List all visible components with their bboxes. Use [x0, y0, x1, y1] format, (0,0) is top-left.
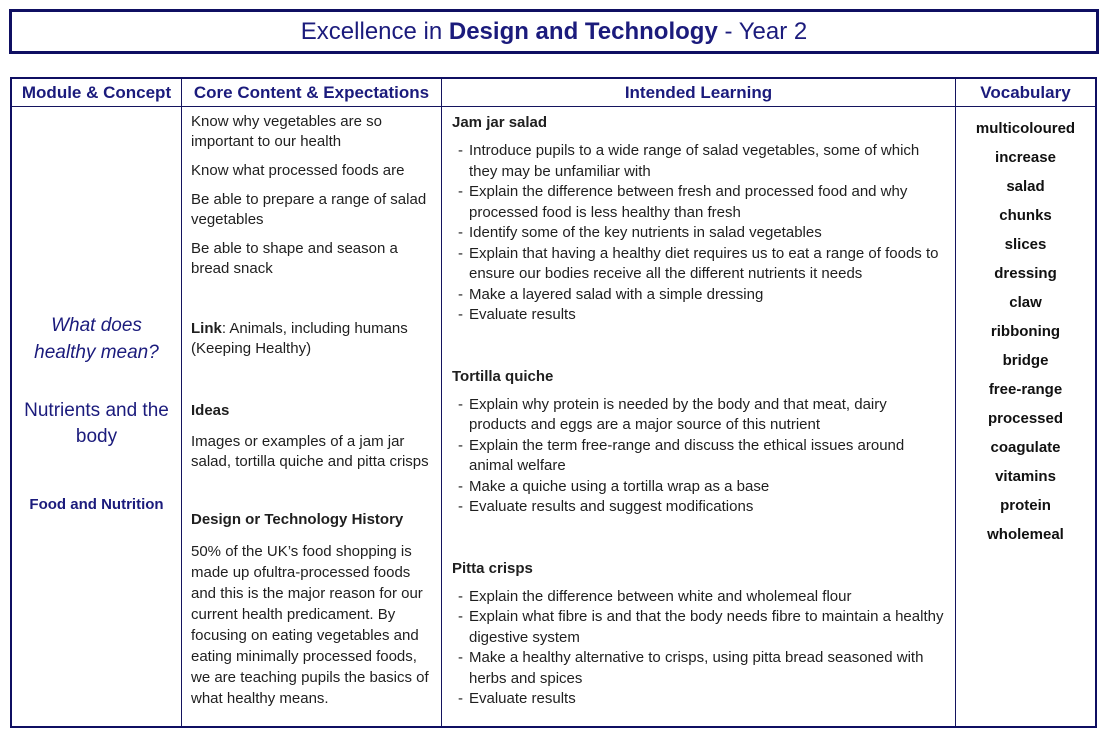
module-question: What does healthy mean?	[34, 315, 159, 363]
bullet-text: Introduce pupils to a wide range of salad vegetables, some of which they may be unfamiliar with	[469, 142, 920, 180]
title-banner	[9, 9, 1099, 54]
bullet-item	[452, 182, 945, 223]
curriculum-table	[10, 77, 1097, 728]
dash-bullet: -	[458, 649, 463, 666]
dash-bullet: -	[458, 608, 463, 625]
bullet-text: Make a layered salad with a simple dressing	[469, 285, 764, 303]
dash-bullet: -	[458, 436, 463, 454]
section-bullets	[452, 395, 945, 518]
dash-bullet: -	[458, 285, 463, 303]
expectation-paragraph: Know why vegetables are so important to our health	[191, 113, 382, 150]
dash-bullet: -	[458, 690, 463, 707]
bullet-item	[452, 497, 945, 518]
history-text: 50% of the UK’s food shopping is made up ofultra-processed foods and this is the major reason for our current health predicament. By focusing on eating vegetables and eating minimally processed foods, we are teaching pupils the basics of what healthy means.	[191, 543, 429, 707]
learning-section-tortilla-quiche	[452, 367, 945, 518]
link-paragraph	[191, 319, 433, 359]
bullet-item	[452, 285, 945, 306]
dash-bullet: -	[458, 306, 463, 323]
bullet-text: Evaluate results	[469, 306, 576, 323]
bullet-text: Make a healthy alternative to crisps, using pitta bread seasoned with herbs and spices	[469, 649, 924, 687]
learning-section-pitta-crisps	[452, 559, 945, 710]
expectation-paragraph: Be able to prepare a range of salad vegetables	[191, 191, 427, 228]
vocabulary-word: free-range	[988, 381, 1063, 398]
vocabulary-word: processed	[987, 410, 1064, 427]
ideas-text: Images or examples of a jam jar salad, tortilla quiche and pitta crisps	[191, 433, 429, 470]
link-label: Link	[191, 320, 222, 337]
page-title-prefix: Excellence in	[300, 17, 449, 45]
vocabulary-word: increase	[995, 149, 1056, 166]
bullet-text: Explain that having a healthy diet requires us to eat a range of foods to ensure our bodies receive all the different nutrients it needs	[469, 244, 939, 282]
vocabulary-word: protein	[1000, 497, 1051, 514]
bullet-text: Evaluate results	[469, 690, 576, 707]
ideas-heading: Ideas	[191, 402, 230, 419]
bullet-text: Explain the difference between white and wholemeal flour	[469, 587, 852, 605]
bullet-text: Make a quiche using a tortilla wrap as a base	[469, 477, 770, 495]
module-strand: Food and Nutrition	[29, 496, 164, 513]
intended-learning-cell	[442, 107, 956, 726]
vocabulary-cell	[956, 107, 1095, 726]
section-bullets	[452, 141, 945, 326]
bullet-item	[452, 244, 945, 285]
dash-bullet: -	[458, 477, 463, 495]
vocabulary-word: dressing	[994, 265, 1057, 282]
bullet-item	[452, 607, 945, 648]
vocabulary-word: coagulate	[990, 439, 1061, 456]
vocabulary-word: vitamins	[995, 468, 1056, 485]
vocabulary-word: wholemeal	[987, 526, 1064, 543]
dash-bullet: -	[458, 395, 463, 413]
bullet-item	[452, 477, 945, 498]
bullet-text: Evaluate results and suggest modifications	[469, 498, 754, 515]
bullet-text: Explain why protein is needed by the body and that meat, dairy products and eggs are a major source of this nutrient	[469, 395, 887, 433]
expectation-paragraph: Be able to shape and season a bread snack	[191, 240, 398, 277]
header-core-content: Core Content & Expectations	[182, 79, 442, 107]
section-heading: Tortilla quiche	[452, 367, 554, 385]
bullet-item	[452, 141, 945, 182]
page-title	[301, 18, 807, 46]
header-vocabulary: Vocabulary	[956, 79, 1095, 107]
link-text: : Animals, including humans (Keeping Healthy)	[191, 320, 408, 357]
core-content-cell	[182, 107, 442, 726]
expectation-paragraph: Know what processed foods are	[191, 162, 405, 179]
bullet-text: Explain what fibre is and that the body needs fibre to maintain a healthy digestive system	[469, 608, 944, 646]
vocabulary-word: slices	[1004, 236, 1047, 253]
bullet-item	[452, 689, 945, 710]
header-module-concept: Module & Concept	[12, 79, 182, 107]
dash-bullet: -	[458, 183, 463, 200]
module-concept-cell	[12, 107, 182, 726]
vocabulary-word: ribboning	[990, 323, 1061, 340]
page-title-subject: Design and Technology	[448, 17, 718, 45]
section-heading: Pitta crisps	[452, 559, 533, 577]
vocabulary-word: bridge	[1002, 352, 1049, 369]
bullet-item	[452, 395, 945, 436]
page-title-suffix: - Year 2	[717, 17, 808, 45]
section-heading: Jam jar salad	[452, 114, 548, 131]
dash-bullet: -	[458, 587, 463, 605]
vocabulary-word: salad	[1006, 178, 1045, 195]
vocabulary-word: chunks	[999, 207, 1052, 224]
header-intended-learning: Intended Learning	[442, 79, 956, 107]
section-bullets	[452, 587, 945, 710]
bullet-item	[452, 587, 945, 608]
vocabulary-list	[956, 114, 1095, 549]
dash-bullet: -	[458, 224, 463, 241]
history-heading: Design or Technology History	[191, 511, 404, 528]
bullet-text: Explain the term free-range and discuss the ethical issues around animal welfare	[469, 436, 905, 474]
bullet-item	[452, 436, 945, 477]
dash-bullet: -	[458, 498, 463, 515]
dash-bullet: -	[458, 244, 463, 262]
dash-bullet: -	[458, 142, 463, 159]
module-topic: Nutrients and the body	[24, 400, 169, 447]
bullet-text: Identify some of the key nutrients in salad vegetables	[469, 224, 822, 241]
bullet-item	[452, 223, 945, 244]
vocabulary-word: multicoloured	[975, 120, 1076, 137]
vocabulary-word: claw	[1009, 294, 1042, 311]
learning-section-jam-jar-salad	[452, 113, 945, 326]
bullet-item	[452, 648, 945, 689]
expectations-list	[191, 112, 433, 279]
bullet-item	[452, 305, 945, 326]
bullet-text: Explain the difference between fresh and processed food and why processed food is less healthy than fresh	[469, 183, 908, 221]
